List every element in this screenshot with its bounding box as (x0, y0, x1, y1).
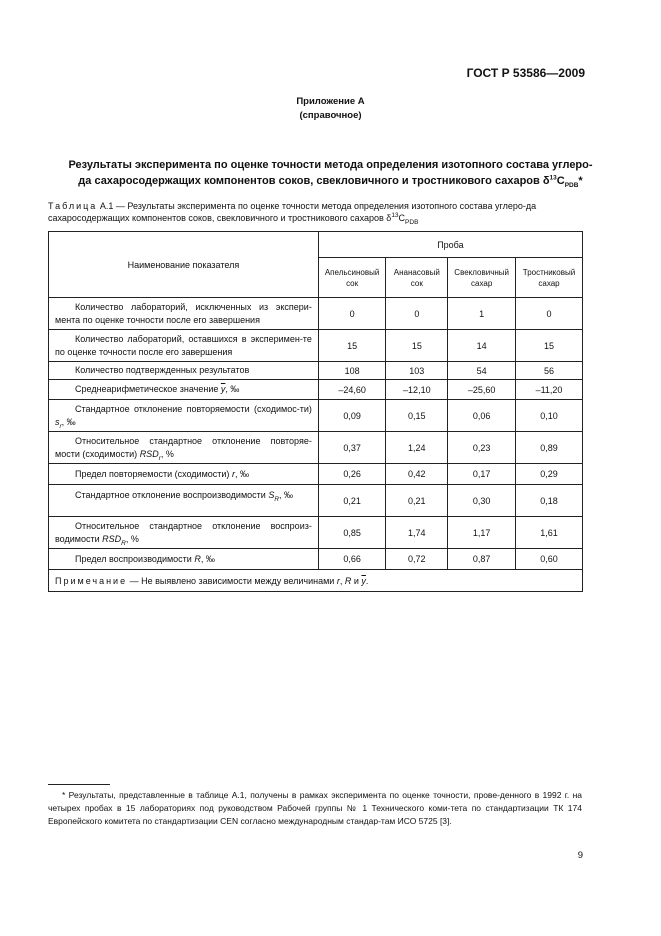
cell-value: 0,23 (448, 432, 516, 464)
table-row (49, 330, 583, 362)
row-label: Относительное стандартное отклонение воспроиз-водимости $RSD_R$, % (49, 517, 319, 549)
table-row (49, 400, 583, 432)
cell-value: 0,66 (318, 549, 386, 570)
appendix-heading (0, 95, 661, 123)
footnote: * Результаты, представленные в таблице А.1, получены в рамках эксперимента по оценке точности, прове-денного в 1992 г. на четырех пробах в 15 лабораториях под руководством Рабочей группы № 1 Технического коми-тета по стандартизации ТК 174 Европейского комитета по стандартизации CEN согласно международным стандар-там ИСО 5725 [3]. (48, 790, 582, 826)
table-row (49, 362, 583, 380)
cell-value: 0 (386, 298, 448, 330)
cell-value: 108 (318, 362, 386, 380)
cell-value: 1 (448, 298, 516, 330)
cell-value: 1,61 (516, 517, 583, 549)
row-label: Стандартное отклонение повторяемости (сходимос-ти) $s_r$, ‰ (49, 400, 319, 432)
cell-value: 0,21 (318, 485, 386, 517)
document-code: ГОСТ Р 53586—2009 (466, 66, 585, 80)
footnote-divider (48, 784, 110, 785)
cell-value: 0,72 (386, 549, 448, 570)
cell-value: 56 (516, 362, 583, 380)
cell-value: 0,26 (318, 464, 386, 485)
cell-value: 0,30 (448, 485, 516, 517)
cell-value: 14 (448, 330, 516, 362)
cell-value: 103 (386, 362, 448, 380)
column-header: Тростниковый сахар (516, 258, 583, 298)
table-row (49, 485, 583, 517)
cell-value: –12,10 (386, 380, 448, 400)
cell-value: 0,09 (318, 400, 386, 432)
cell-value: –11,20 (516, 380, 583, 400)
cell-value: 0,89 (516, 432, 583, 464)
cell-value: 54 (448, 362, 516, 380)
cell-value: 0,06 (448, 400, 516, 432)
cell-value: 0,85 (318, 517, 386, 549)
table-note-row (49, 570, 583, 592)
cell-value: 0,87 (448, 549, 516, 570)
cell-value: 15 (318, 330, 386, 362)
cell-value: 0,21 (386, 485, 448, 517)
page-number: 9 (577, 850, 583, 861)
cell-value: –24,60 (318, 380, 386, 400)
probe-header: Проба (318, 232, 582, 258)
cell-value: 0,18 (516, 485, 583, 517)
table-row (49, 380, 583, 400)
main-title (48, 157, 613, 189)
row-label: Количество лабораторий, исключенных из экспери-мента по оценке точности после его завершения (49, 298, 319, 330)
row-label: Предел воспроизводимости R, ‰ (49, 549, 319, 570)
appendix-label: Приложение А (296, 96, 365, 107)
cell-value: 0,42 (386, 464, 448, 485)
column-header: Апельсиновый сок (318, 258, 386, 298)
cell-value: 15 (386, 330, 448, 362)
table-row (49, 464, 583, 485)
cell-value: 0 (516, 298, 583, 330)
table-row (49, 432, 583, 464)
column-header: Ананасовый сок (386, 258, 448, 298)
cell-value: 1,24 (386, 432, 448, 464)
results-table (48, 231, 583, 592)
main-title-line2: да сахаросодержащих компонентов соков, свекловичного и тростникового сахаров $\delta^{13}C_{PDB}*$ (78, 174, 583, 190)
row-label: Количество лабораторий, оставшихся в эксперимен-те по оценке точности после его завершения (49, 330, 319, 362)
row-label: Относительное стандартное отклонение повторяе-мости (сходимости) $RSD_r$, % (49, 432, 319, 464)
table-row (49, 298, 583, 330)
cell-value: 1,17 (448, 517, 516, 549)
row-label: Количество подтвержденных результатов (49, 362, 319, 380)
cell-value: 0,29 (516, 464, 583, 485)
table-caption-number: А.1 (99, 201, 114, 211)
cell-value: 15 (516, 330, 583, 362)
cell-value: 0,17 (448, 464, 516, 485)
cell-value: 1,74 (386, 517, 448, 549)
table-row (49, 517, 583, 549)
table-row (49, 549, 583, 570)
table-note: Примечание — Не выявлено зависимости между величинами r, R и $\overline{y}$. (49, 570, 583, 592)
main-title-line1: Результаты эксперимента по оценке точности метода определения изотопного состава углеро- (68, 159, 593, 171)
row-label: Среднеарифметическое значение $\overline{y}$, ‰ (49, 380, 319, 400)
appendix-type: (справочное) (299, 110, 362, 121)
cell-value: 0,60 (516, 549, 583, 570)
table-caption: Таблица А.1 — Результаты эксперимента по оценке точности метода определения изотопного состава углеро-да сахаросодержащих компонентов соков, свекловичного и тростникового сахаров $\delta^{13}C_{PDB}$ (48, 201, 537, 226)
table-caption-text: — Результаты эксперимента по оценке точности метода определения изотопного состава углеро-да сахаросодержащих компонентов соков, свекловичного и тростникового сахаров δ (48, 201, 537, 223)
table-caption-prefix: Таблица (48, 201, 98, 211)
row-label: Стандартное отклонение воспроизводимости $S_R$, ‰ (49, 485, 319, 517)
indicator-header: Наименование показателя (49, 232, 319, 298)
cell-value: 0,15 (386, 400, 448, 432)
column-header: Свекловичный сахар (448, 258, 516, 298)
row-label: Предел повторяемости (сходимости) r, ‰ (49, 464, 319, 485)
cell-value: –25,60 (448, 380, 516, 400)
cell-value: 0,10 (516, 400, 583, 432)
cell-value: 0,37 (318, 432, 386, 464)
cell-value: 0 (318, 298, 386, 330)
